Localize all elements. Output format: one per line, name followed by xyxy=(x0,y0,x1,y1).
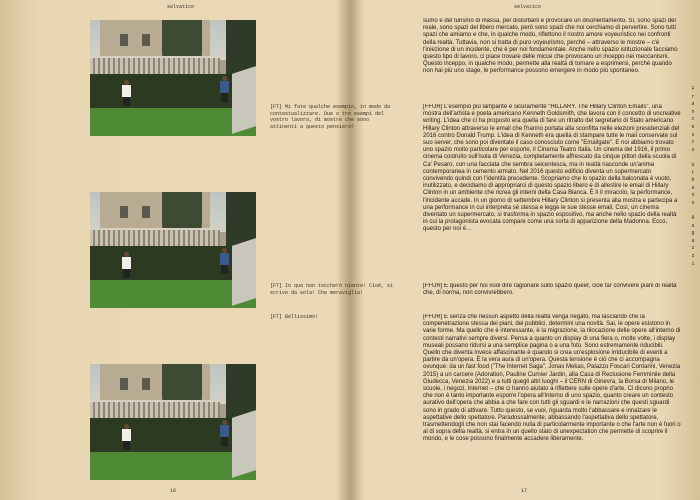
side-credit-letter: z xyxy=(691,245,695,252)
side-credit-letter: n xyxy=(691,192,695,199)
side-credit-letter: r xyxy=(691,169,695,176)
side-credit-letter: i xyxy=(691,260,695,267)
left-page xyxy=(0,0,349,500)
side-credit-letter: a xyxy=(691,184,695,191)
figure-white-shirt xyxy=(122,424,131,450)
garden-photo-3 xyxy=(90,364,256,480)
side-credit-letter: U xyxy=(691,161,695,168)
question-2: [FT] Io qua non toccherò niente! Cioè, si scrive da sola! Che meraviglia! xyxy=(270,283,394,296)
intro-paragraph: sumo e del turismo di massa, per disturbarli e provocare un disorientamento. Sì, sono spazi del reale, sono spazi del libero mercato, però sono spazi che noi cerchiamo di pervertire. Sono tutti spazi che amiamo e che, in qualche modo, riflettono il nostro amore voyeuristico nei confronti della realtà. Tuttavia, non si tratta di puro voyeurismo, perché – attraverso le mostre – c'è l'iniezione di un incidente, che è per noi fondamentale. Anche nello spazio istituzionale facciamo questo tipo di lavoro, ci piace trovare delle micce che provocano un inceppo nei meccanismi. Questo inceppo, in qualche modo, permette alla realtà di tornare a esprimersi, perché quando non hai più uno stage, le performance possono emergere in modo più spontaneo. xyxy=(423,18,678,75)
side-credit-letter: o xyxy=(691,146,695,153)
side-credit-letter: b xyxy=(691,177,695,184)
side-credit-letter: a xyxy=(691,237,695,244)
side-credit-letter: c xyxy=(691,116,695,123)
side-credit-letter xyxy=(688,154,698,162)
side-credit-letter: o xyxy=(691,199,695,206)
figure-blue-shirt xyxy=(220,76,229,102)
running-head-right: selvatico xyxy=(514,4,542,10)
figure-white-shirt xyxy=(122,252,131,278)
answer-2: [FFUR] È questo per noi vuol dire ragionare sullo spazio queer, cioè far convivere piani di realtà che, di norma, non convivrebbero. xyxy=(423,283,677,297)
garden-photo-2 xyxy=(90,192,256,308)
side-credit xyxy=(688,86,698,268)
side-credit-letter: n xyxy=(691,108,695,115)
page-number-left: 16 xyxy=(170,488,177,494)
garden-photo-1 xyxy=(90,20,256,136)
side-credit-letter: z xyxy=(691,253,695,260)
side-credit-letter: R xyxy=(691,215,695,222)
figure-blue-shirt xyxy=(220,248,229,274)
running-head-left: selvatico xyxy=(167,4,195,10)
side-credit-letter: s xyxy=(691,131,695,138)
side-credit-letter: c xyxy=(691,139,695,146)
side-credit-letter: e xyxy=(691,123,695,130)
question-1: [FT] Mi fate qualche esempio, in modo da contestualizzare. Due o tre esempi del vostro lavoro, di mostre che sono attinenti a questo pensiero? xyxy=(270,104,391,130)
answer-1: [FFUR] L'esempio più lampante è sicuramente "HILLARY. The Hillary Clinton Emails", una mostra dell'artista e poeta americano Kenneth Goldsmith, che lavora con il concetto di uncreative writing. L'idea che ci ha proposto era quella di fare un ritratto del segretario di Stato americano Hillary Clinton attraverso le email che l'hanno portata alla sconfitta nelle elezioni presidenziali del 2016 contro Donald Trump. L'idea di Kenneth era quella di stampare tutte le mail conservate sul suo server, che sono poi diventate il caso conosciuto come "Emailgate". E noi abbiamo trovato uno spazio molto particolare per esporle, il Cinema Teatro Italia. Un cinema del 1916, il primo cinema costruito sull'isola di Venezia, completamente affrescato da cinque pittori della scuola di Ca' Pesaro, con una facciata che sembra seicentesca, ma in realtà nasconde un'anima contemporanea in cemento armato. Nel 2016 questo edificio diventa un supermercato convivendo quindi con l'identità precedente. Scopriamo che lo spazio della balconata è vuoto, inutilizzato, e decidiamo di appropriarci di questo spazio libero e di allestire le email di Hillary Clinton in un ambiente che ricrea gli interni della Casa Bianca. È lì il miracolo, la performance, l'incidente accade. In un giorno di settembre Hillary Clinton si presenta alla mostra e partecipa a una performance in cui interpreta sé stessa e legge le sue stesse email. Così, un cinema diventato un supermercato, si trasforma in spazio espositivo, ma anche nello spazio della realtà in cui la protagonista evocata compare come una sorta di apparizione della Madonna. Ecco, questo per noi è… xyxy=(423,104,681,233)
question-3: [FT] Bellissimo! xyxy=(270,314,319,320)
side-credit-letter: g xyxy=(691,230,695,237)
figure-white-shirt xyxy=(122,80,131,106)
side-credit-letter: a xyxy=(691,101,695,108)
side-credit-letter: r xyxy=(691,93,695,100)
side-credit-letter: F xyxy=(691,86,695,92)
answer-3: [FFUR] E senza che nessun aspetto della realtà venga negato, ma lasciando che la compenetrazione stessa dei piani, dei pubblici, determini una novità. Sai, le opere esistono in varie forme. Ma quello che è interessante, è la migrazione, la rilocazione delle opere all'interno di contesti narrativi sempre diversi. Pensa a quanto un display di una fiera o, molte volte, i display museali possano ridursi a una semplice pagina o a una foto. Sono estremamente riducibili. Quello che diventa invece affascinante è quando si crea un'esplosione irriducibile di eventi a partire da un'opera. È la vera aura di un'opera. Questa tensione è ciò che ci accompagna ovunque: da un fast food ("The Internet Saga", Jonas Mekas, Palazzo Foscari Contarini, Venezia 2015) a un carcere (Adoration, Pauline Curnier Jardin, alla Casa di Reclusione Femminile della Giudecca, Venezia 2022) e a tutti quegli altri luoghi – il CERN di Ginevra, la Borsa di Milano, le scuole, i negozi, Internet – che ci hanno aiutato a riflettere sulle opere d'arte. Ci dicono proprio che non è tanto importante esporre l'opera all'interno di uno spazio, quanto creare un contesto aurativo dell'opera che abbia a che fare con tutti gli sguardi e le narrazioni che questi sguardi sono in grado di attivare. Tutto questo, se vuoi, riguarda molto l'abbassare e innalzare le aspettative dello spettatore. Paradossalmente, abbassando l'aspettativa dello spettatore, trasmettendogli che non stai facendo nulla di particolarmente importante o che l'arte non è fuori o al di sopra della realtà, si entra in un quello stato di unexpectation che permette di scoprire il mondo, e le cose possono finalmente accadere liberamente. xyxy=(423,314,681,443)
side-credit-letter xyxy=(688,208,698,216)
side-credit-letter: a xyxy=(691,222,695,229)
page-number-right: 17 xyxy=(521,488,528,494)
figure-blue-shirt xyxy=(220,420,229,446)
